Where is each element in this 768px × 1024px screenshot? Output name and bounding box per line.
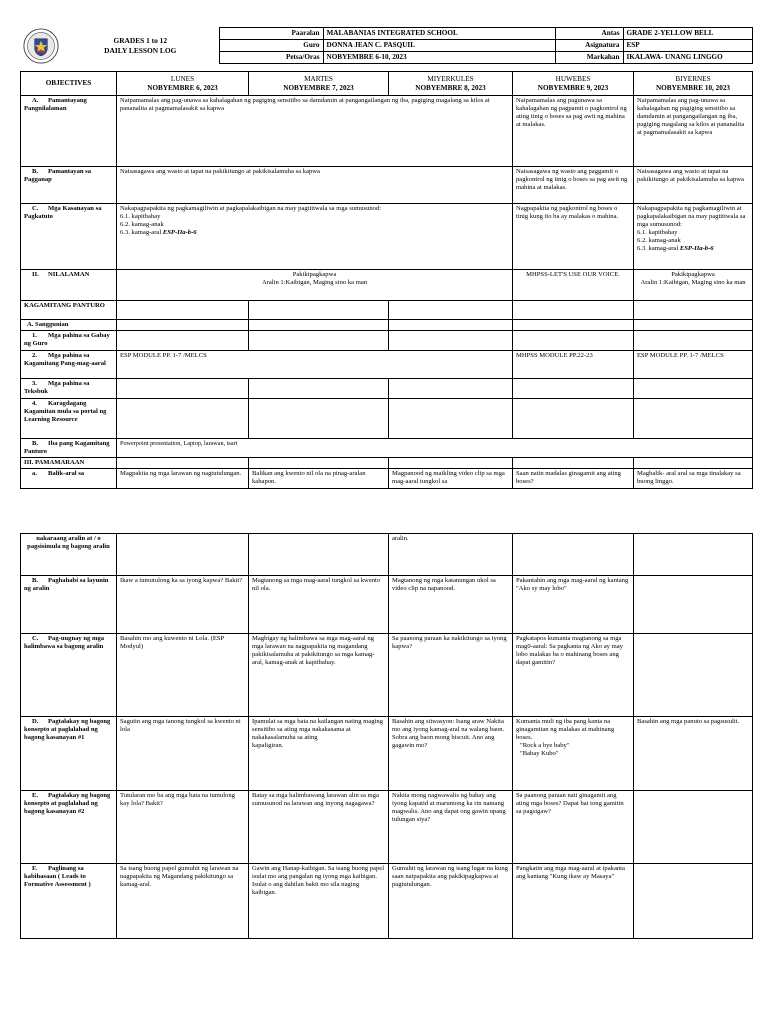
cell-huwebes: Naipamamalas ang pagunawa sa kahalagahan ng pagpamit o pagkontrol ng ating tinig o boses sa pag awit ng mahina at malakas. [513, 96, 634, 167]
petsa-label: Petsa/Oras [219, 52, 323, 64]
content-lesson: Aralin 1:Kaibigan, Maging sino ka man [640, 279, 746, 287]
row-pagtalakay-2 [21, 791, 753, 864]
paaralan-value: MALABANIAS INTEGRATED SCHOOL [323, 28, 555, 40]
cell-huwebes: Sa paanong paraan nati ginagamit ang ating mga boses? Dapat bai tong gamitin sa pagsigaw? [513, 791, 634, 864]
cell-miyerkules: Basahin ang sitwasyon: Isang araw Nakita mo ang iyong kamag-aral na walang baon. Sobra ang baon mong biscuit. Ano ang gagawin mo? [389, 717, 513, 791]
row-label: 3. Mga pahina sa Teksbuk [21, 379, 117, 399]
row-label: C. Mga Kasanayan sa Pagkatuto [21, 204, 117, 270]
markahan-value: IKALAWA- UNANG LINGGO [623, 52, 752, 64]
row-label: B. Paghahabi sa layunin ng aralin [21, 576, 117, 634]
row-kagamitang-pang-mag-aaral [21, 351, 753, 379]
guro-label: Guro [219, 40, 323, 52]
cell-huwebes: Pakantahin ang mga mag-aaral ng kantang "Ako sy may lobo" [513, 576, 634, 634]
day-header-biyernes [634, 72, 753, 96]
school-seal-cell [20, 28, 62, 64]
cell-miyerkules: Sa paanong paraan ka nakikitungo sa iyong kapwa? [389, 634, 513, 717]
objectives-header: OBJECTIVES [21, 72, 117, 96]
cell-huwebes: Nagpapakita ng pagkontrol ng boses o tinig kung ito ba ay malakas o mahina. [513, 204, 634, 270]
row-iba-pang-kagamitan [21, 439, 753, 458]
cell-biyernes: Magbalik- aral aral sa mga tinalakay sa buong linggo. [634, 469, 753, 489]
day-date: NOBYEMBRE 8, 2023 [415, 83, 486, 92]
day-date: NOBYEMBRE 7, 2023 [283, 83, 354, 92]
cell-huwebes: MHPSS MODULE PP.22-23 [513, 351, 634, 379]
log-title-cell [62, 28, 219, 64]
cell-text: Ipamulat sa mga bata na kailangan nating maging sensitibo sa ating mga nakakasama at nakakasalamuha sa ating [252, 718, 383, 742]
cell-lunes: Sa isang buong papel gumuhit ng larawan na nagpapakita ng Magandang pakikitungo sa kamag-aral. [117, 864, 249, 939]
row-label: nakaraang aralin at / o pagsisimula ng bagong aralin [21, 534, 117, 576]
lesson-log-page-1 [20, 27, 752, 489]
row-karagdagang-kagamitan [21, 399, 753, 439]
cell-huwebes: Pagkatapos kumanta magtanong sa mga mag0-aaral: Sa pagkanta ng Ako ay may lobo malakas ba o mahinang boses ang dapat gamitin? [513, 634, 634, 717]
day-header-lunes [117, 72, 249, 96]
day-name: MARTES [304, 74, 333, 83]
row-pamantayang-pangnilalaman [21, 96, 753, 167]
day-name: BIYERNES [675, 74, 711, 83]
guro-value: DONNA JEAN C. PASQUIL [323, 40, 555, 52]
row-gabay-ng-guro [21, 331, 753, 351]
markahan-label: Markahan [555, 52, 623, 64]
day-header-miyerkules [389, 72, 513, 96]
skill-item: 6.1. kapitbahay [637, 229, 678, 237]
row-pamantayan-sa-pagganap [21, 167, 753, 204]
cell-martes: Balikan ang kwento nil ola na pinag-aralan kahapon. [249, 469, 389, 489]
cell-main: Naisasagawa ang wasto at tapat na pakikitungo at pakikisalamuha sa kapwa [117, 167, 513, 204]
cell-biyernes: Basahin ang mga panuto sa pagsusulit. [634, 717, 753, 791]
row-label: III. PAMAMARAAN [21, 458, 117, 469]
lesson-log-page-2 [20, 533, 752, 939]
cell-miyerkules: Nakita mong nagwawalis ng bahay ang iyong kapatid at marumong ka rin namang magwalis. Ano ang dapat ong gawin upang tulungan siya? [389, 791, 513, 864]
cell-main [117, 204, 513, 270]
petsa-value: NOBYEMBRE 6-10, 2023 [323, 52, 555, 64]
row-label: D. Pagtalakay ng bagong konsepto at paglalahad ng bagong kasanayan #1 [21, 717, 117, 791]
cell-biyernes: ESP MODULE PP. 1-7 /MELCS [634, 351, 753, 379]
skill-intro: Nakapagpapakita ng pagkamagiliwin at pagkapalakaibigan na may pagtitiwala sa mga sumusunod: [637, 205, 746, 229]
row-label: E. Pagtalakay ng bagong konsepto at paglalahad ng bagong kasanayan #2 [21, 791, 117, 864]
cell-biyernes: Naipamamalas ang pag-unawa sa kahalagahan ng pagiging sensitibo sa damdamin at pangangailangan ng iba, pagiging magalang sa kilos at pananalita at pagmamalasakit sa kapwa [634, 96, 753, 167]
row-balik-aral [21, 469, 753, 489]
day-date: NOBYEMBRE 6, 2023 [147, 83, 218, 92]
cell-lunes: Tutularan mo ba ang mga bata na tumulong kay lola? Bakit? [117, 791, 249, 864]
cell-huwebes: Naisasagawa ng wasto ang paggamit o pagkontrol ng tinig o boses sa pag awit ng mahina at malakas. [513, 167, 634, 204]
cell-martes: Gawin ang Hanap-kaibigan. Sa isang buong papel isulat mo ang pangalan ng iyong mga kaibigan. Isulat o ang dahilan bakit mo sila naging kaibigan. [249, 864, 389, 939]
row-label: B. Pamantayan sa Pagganap [21, 167, 117, 204]
cell-biyernes: Naisasagawa ang wasto at tapat na pakikitungo at pakikisalamuha sa kapwa [634, 167, 753, 204]
asignatura-value: ESP [623, 40, 752, 52]
row-label: F. Paglinang sa kabihasaan ( Leads to Formative Assessment ) [21, 864, 117, 939]
cell-huwebes: Pangkatin ang mga mag-aaral at ipakanta ang kantang "Kung ikaw ay Masaya" [513, 864, 634, 939]
day-name: HUWEBES [555, 74, 591, 83]
day-date: NOBYEMBRE 10, 2023 [655, 83, 731, 92]
paaralan-label: Paaralan [219, 28, 323, 40]
lesson-table-1 [20, 71, 753, 489]
antas-label: Antas [555, 28, 623, 40]
content-lesson: Aralin 1:Kaibigan, Maging sino ka man [261, 279, 368, 287]
row-label: A. Sanggunian [21, 320, 117, 331]
cell-biyernes [634, 270, 753, 301]
cell-main: Naipamamalas ang pag-unawa sa kahalagahan ng pagiging sensitibo sa damdamin at pangangailangan ng iba, pagiging magalang sa kilos at pananalita at pagmamalasakit sa kapwa [117, 96, 513, 167]
cell-martes: Magbigay ng halimbawa sa mga mag-aaral ng mga larawan na nagpapakita ng magandang pakikisalamuha at pakikitungo sa mga kamag-aral, kamag-anak at kapitbahay. [249, 634, 389, 717]
row-label: a. Balik-aral sa [21, 469, 117, 489]
row-label: 2. Mga pahina sa Kagamitang Pang-mag-aaral [21, 351, 117, 379]
log-title-grades: GRADES 1 to 12 [113, 35, 168, 45]
row-pag-uugnay [21, 634, 753, 717]
row-paghahabi [21, 576, 753, 634]
cell-main: Powerpoint presentation, Laptop, larawan, tsart [117, 439, 753, 458]
row-label: KAGAMITANG PANTURO [21, 301, 117, 320]
cell-lunes: Ikaw a tumutulong ka sa iyong kapwa? Bakit? [117, 576, 249, 634]
song-title: "Rock a bye baby" [520, 742, 570, 750]
day-name: LUNES [170, 74, 195, 83]
skill-item: 6.3. kamag-aral [120, 229, 162, 237]
row-nilalaman [21, 270, 753, 301]
log-title-daily: DAILY LESSON LOG [104, 45, 177, 55]
cell-miyerkules: aralin. [389, 534, 513, 576]
cell-miyerkules: Magtanong ng mga katanungan ukol sa video clip na napanood. [389, 576, 513, 634]
content-title: Pakikipagkapwa [292, 271, 337, 278]
cell-main [117, 270, 513, 301]
row-pamamaraan [21, 458, 753, 469]
row-pagtalakay-1 [21, 717, 753, 791]
content-title: Pakikipagkapwa [671, 271, 715, 278]
antas-value: GRADE 2-YELLOW BELL [623, 28, 752, 40]
skill-item: 6.2. kamag-anak [120, 221, 164, 229]
cell-miyerkules: Gumuhit ng larawan ng isang lugar na kung saan naipapakita ang pakikipagkapwa at pagtutulungan. [389, 864, 513, 939]
row-kagamitang-panturo [21, 301, 753, 320]
row-sanggunian [21, 320, 753, 331]
row-label: II. NILALAMAN [21, 270, 117, 301]
cell-text: Kumanta muli ng iba pang kanta na ginagamitan ng malakas at mahinang boses. [516, 718, 615, 742]
asignatura-label: Asignatura [555, 40, 623, 52]
cell-huwebes [513, 717, 634, 791]
row-mga-kasanayan [21, 204, 753, 270]
skill-item: 6.3. kamag-aral [637, 245, 679, 253]
row-label: C. Pag-uugnay ng mga halimbawa sa bagong aralin [21, 634, 117, 717]
skill-intro: Nakapagpapakita ng pagkamagiliwin at pagkapalakaibigan na may pagtitiwala sa mga sumusunod: [120, 205, 382, 212]
row-label: B. Iba pang Kagamitang Panturo [21, 439, 117, 458]
skill-item: 6.1. kapitbahay [120, 213, 161, 221]
row-paglinang [21, 864, 753, 939]
row-label: 4. Karagdagang Kagamitan mula sa portal ng Learning Resource [21, 399, 117, 439]
cell-lunes: Magpakita ng mga larawan ng nagtutulungan. [117, 469, 249, 489]
cell-text: kapaligiran. [252, 742, 284, 750]
lesson-table-2 [20, 533, 753, 939]
cell-biyernes [634, 204, 753, 270]
skill-code: ESP-IIa-b-6 [679, 245, 714, 253]
day-date: NOBYEMBRE 9, 2023 [537, 83, 609, 92]
row-nakaraang-aralin [21, 534, 753, 576]
row-label: A. Pamantayang Pangnilalaman [21, 96, 117, 167]
row-teksbuk [21, 379, 753, 399]
cell-huwebes: MHPSS-LET'S USE OUR VOICE. [513, 270, 634, 301]
cell-huwebes: Saan natin madalas ginagamit ang ating boses? [513, 469, 634, 489]
cell-miyerkules: Magpanood ng maikling video clip sa mga mag-aaral tungkol sa [389, 469, 513, 489]
song-title: "Bahay Kubo" [520, 750, 559, 758]
cell-martes: Batay sa mga halimbawang larawan alin sa mga sumusunod na larawan ang inyong nagagawa? [249, 791, 389, 864]
day-name: MIYERKULES [427, 74, 474, 83]
row-label: 1. Mga pahina sa Gabay ng Guro [21, 331, 117, 351]
cell-martes: Magtanong sa mga mag-aaral tungkol sa kwento nil ola. [249, 576, 389, 634]
skill-item: 6.2. kamag-anak [637, 237, 681, 245]
cell-lunes: Basahin mo ang kuwento ni Lola. (ESP Modyul) [117, 634, 249, 717]
cell-lunes: Sagutin ang mga tanong tungkol sa kwento ni lola [117, 717, 249, 791]
cell-martes [249, 717, 389, 791]
day-header-huwebes [513, 72, 634, 96]
deped-seal-icon [23, 28, 59, 64]
skill-code: ESP-IIa-b-6 [162, 229, 197, 237]
day-header-martes [249, 72, 389, 96]
header-table [20, 27, 753, 64]
cell-main: ESP MODULE PP. 1-7 /MELCS [117, 351, 513, 379]
